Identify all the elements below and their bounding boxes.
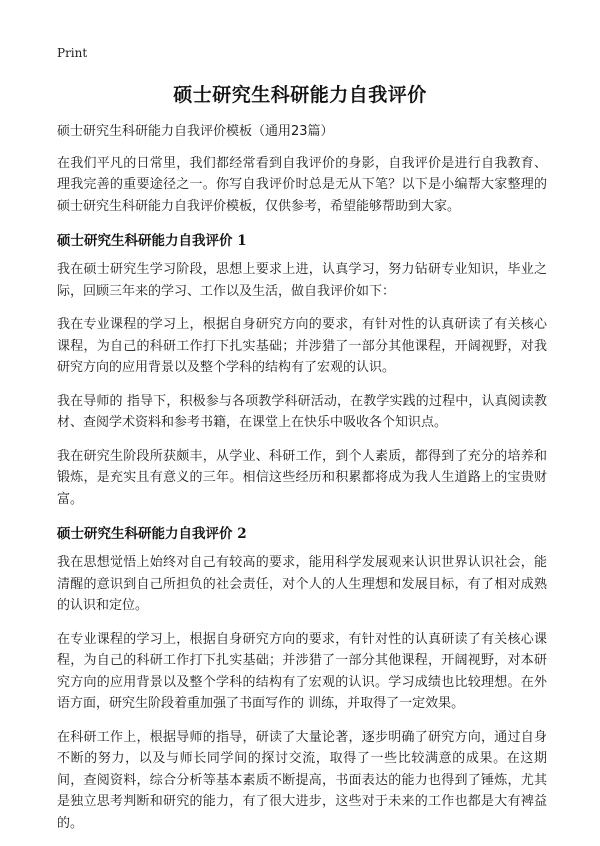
section-paragraph: 我在专业课程的学习上，根据自身研究方向的要求，有针对性的认真研读了有关核心课程，为自己的科研工作打下扎实基础；并涉猎了一部分其他课程，开阔视野，对我研究方向的应用背景以及整个学科的结构有了宏观的认识。 <box>57 317 547 375</box>
print-link[interactable]: Print <box>57 46 88 60</box>
section-paragraph: 在专业课程的学习上，根据自身研究方向的要求，有针对性的认真研读了有关核心课程，为自己的科研工作打下扎实基础；并涉猎了一部分其他课程，开阔视野，对本研究方向的应用背景以及整个学科的结构有了宏观的认识。学习成绩也比较理想。在外语方面，研究生阶段着重加强了书面写作的 训练，并取得了一定效果。 <box>57 631 547 711</box>
section-heading: 硕士研究生科研能力自我评价 1 <box>57 233 247 249</box>
section-paragraph: 我在硕士研究生学习阶段，思想上要求上进，认真学习，努力钻研专业知识，毕业之际，回顾三年来的学习、工作以及生活，做自我评价如下： <box>57 262 547 299</box>
document-body <box>57 121 547 846</box>
intro-paragraph: 在我们平凡的日常里，我们都经常看到自我评价的身影，自我评价是进行自我教育、理我完善的重要途径之一。你写自我评价时总是无从下笔？以下是小编帮大家整理的硕士研究生科研能力自我评价模板，仅供参考，希望能够帮助到大家。 <box>57 155 547 214</box>
document-subtitle: 硕士研究生科研能力自我评价模板（通用23篇） <box>57 124 334 139</box>
section-paragraph: 我在研究生阶段所获颇丰，从学业、科研工作，到个人素质，都得到了充分的培养和锻炼，是充实且有意义的三年。相信这些经历和积累都将成为我人生道路上的宝贵财富。 <box>57 448 547 507</box>
section-paragraph: 在科研工作上，根据导师的指导，研读了大量论著，逐步明确了研究方向，通过自身不断的努力，以及与师长同学间的探讨交流，取得了一些比较满意的成果。在这期间，查阅资料，综合分析等基本素质不断提高，书面表达的能力也得到了锤炼，尤其是独立思考判断和研究的能力，有了很大进步，这些对于未来的工作也都是大有裨益的。 <box>57 729 547 831</box>
section-heading: 硕士研究生科研能力自我评价 2 <box>57 526 247 542</box>
section-paragraph: 我在思想觉悟上始终对自己有较高的要求，能用科学发展观来认识世界认识社会，能清醒的意识到自己所担负的社会责任，对个人的人生理想和发展目标，有了相对成熟的认识和定位。 <box>57 555 547 613</box>
page-title: 硕士研究生科研能力自我评价 <box>173 84 427 106</box>
section-paragraph: 我在导师的 指导下，积极参与各项教学科研活动，在教学实践的过程中，认真阅读教材、查阅学术资料和参考书籍，在课堂上在快乐中吸收各个知识点。 <box>57 393 547 430</box>
